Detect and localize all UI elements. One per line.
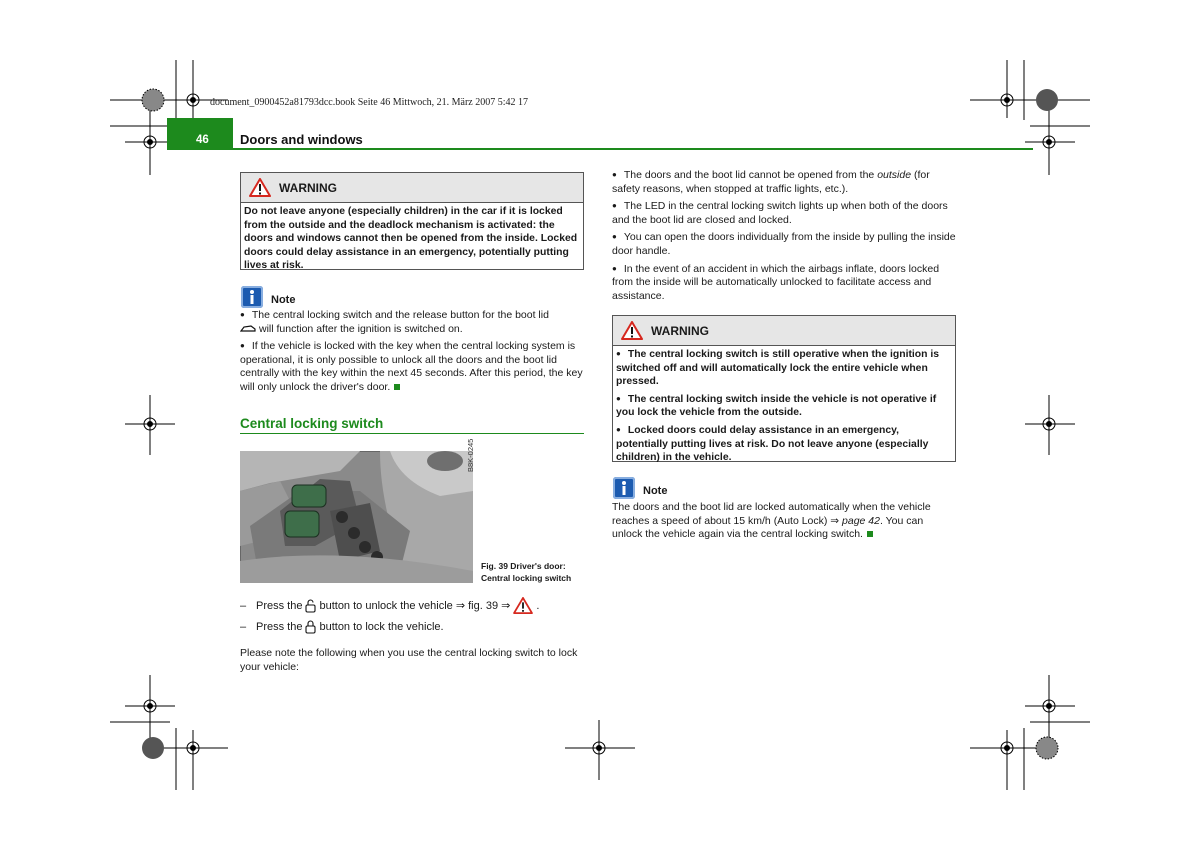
figure-caption-line1: Fig. 39 Driver's door: bbox=[481, 561, 566, 571]
right-bullet-4: In the event of an accident in which the airbags inflate, doors locked from the inside will be automatically unlocked to facilitate access and assistance. bbox=[612, 262, 940, 302]
end-mark bbox=[394, 384, 400, 390]
warning-box-left bbox=[240, 172, 584, 270]
figure-code: B8K-0245 bbox=[466, 438, 475, 472]
unlock-icon bbox=[305, 599, 316, 613]
warning-list bbox=[613, 346, 955, 467]
warning-ref-icon bbox=[513, 597, 533, 614]
step-1-text-a: Press the bbox=[256, 599, 303, 612]
door-switch-figure bbox=[240, 451, 473, 583]
info-icon bbox=[241, 286, 263, 308]
bullet-marker bbox=[612, 200, 624, 212]
warning-text: Do not leave anyone (especially children) in the car if it is locked from the outside and the deadlock mechanism is activated: the doors and windows cannot then be opened from the inside. Locked doors could delay assistance in an emergency, potentially putting lives at risk. bbox=[244, 206, 578, 272]
warning-item-3: Locked doors could delay assistance in an emergency, potentially putting lives at risk. Do not leave anyone (especially children) in the vehicle. bbox=[616, 424, 929, 464]
boot-lid-icon bbox=[240, 324, 256, 333]
bullet-marker bbox=[240, 340, 252, 352]
warning-box-right bbox=[612, 315, 956, 462]
header-rule bbox=[233, 148, 1033, 150]
page-ref[interactable]: page 42 bbox=[842, 514, 880, 527]
right-bullet-1-em: outside bbox=[877, 169, 912, 181]
step-dash: – bbox=[240, 599, 247, 612]
figure-caption-line2: Central locking switch bbox=[481, 573, 572, 583]
bullet-marker bbox=[612, 231, 624, 243]
step-dash: – bbox=[240, 621, 247, 633]
note-bullet-1b: will function after the ignition is switched on. bbox=[259, 322, 463, 335]
section-title: Central locking switch bbox=[240, 416, 384, 431]
bullet-marker bbox=[612, 169, 624, 181]
warning-header bbox=[241, 173, 583, 203]
print-header: document_0900452a81793dcc.book Seite 46 Mittwoch, 21. März 2007 5:42 17 bbox=[210, 97, 529, 108]
section-rule bbox=[240, 433, 584, 434]
figure-caption bbox=[481, 560, 571, 584]
note-header-right bbox=[613, 477, 667, 499]
warning-triangle-icon bbox=[621, 321, 643, 340]
lock-icon bbox=[305, 620, 316, 634]
step-2-text-a: Press the bbox=[256, 621, 303, 633]
bullet-marker bbox=[612, 263, 624, 275]
right-bullet-1a: The doors and the boot lid cannot be opened from the bbox=[623, 169, 878, 181]
note-title: Note bbox=[643, 485, 668, 497]
bullet-marker bbox=[240, 309, 252, 321]
right-bullet-2: The LED in the central locking switch lights up when both of the doors and the boot lid are closed and locked. bbox=[612, 200, 948, 226]
note-right-text-a: The doors and the boot lid are locked automatically when the vehicle reaches a speed of about 15 km/h (Auto Lock) ⇒ bbox=[612, 501, 931, 527]
right-bullet-3: You can open the doors individually from the inside by pulling the inside door handle. bbox=[612, 231, 956, 257]
right-bullet-1b: (for safety reasons, when stopped at traffic lights, etc.). bbox=[612, 169, 930, 195]
step-1 bbox=[240, 597, 539, 614]
bullet-marker bbox=[616, 425, 628, 436]
right-bullets bbox=[612, 169, 956, 307]
step-2 bbox=[240, 620, 444, 634]
bullet-marker bbox=[616, 349, 628, 360]
warning-item-2: The central locking switch inside the vehicle is not operative if you lock the vehicle from the outside. bbox=[616, 393, 937, 419]
step-1-text-b: button to unlock the vehicle ⇒ fig. 39 ⇒ bbox=[319, 599, 511, 612]
note-right-text-b: . You can unlock the vehicle again via the central locking switch. bbox=[612, 514, 924, 541]
info-icon bbox=[613, 477, 635, 499]
note-body-left bbox=[240, 309, 584, 399]
note-bullet-1a: The central locking switch and the release button for the boot lid bbox=[251, 309, 549, 321]
page-number: 46 bbox=[196, 134, 209, 146]
note-header-left bbox=[241, 286, 295, 308]
warning-title: WARNING bbox=[651, 323, 709, 338]
warning-item-1: The central locking switch is still operative when the ignition is switched off and will automatically lock the entire vehicle when pressed. bbox=[616, 349, 940, 388]
bullet-marker bbox=[616, 394, 628, 405]
warning-header bbox=[613, 316, 955, 346]
closing-paragraph: Please note the following when you use the central locking switch to lock your vehicle: bbox=[240, 647, 578, 673]
warning-triangle-icon bbox=[249, 178, 271, 197]
note-body-right bbox=[612, 501, 956, 542]
page-title: Doors and windows bbox=[240, 132, 363, 147]
end-mark bbox=[867, 531, 873, 537]
step-2-text-b: button to lock the vehicle. bbox=[319, 621, 444, 633]
note-bullet-2: If the vehicle is locked with the key when the central locking system is operational, it is only possible to unlock all the doors and the boot lid centrally with the key within the next 45 seconds. After this period, the key will only unlock the driver's door. bbox=[240, 340, 583, 393]
note-title: Note bbox=[271, 294, 296, 306]
warning-title: WARNING bbox=[279, 180, 337, 195]
step-1-end: . bbox=[536, 599, 540, 612]
